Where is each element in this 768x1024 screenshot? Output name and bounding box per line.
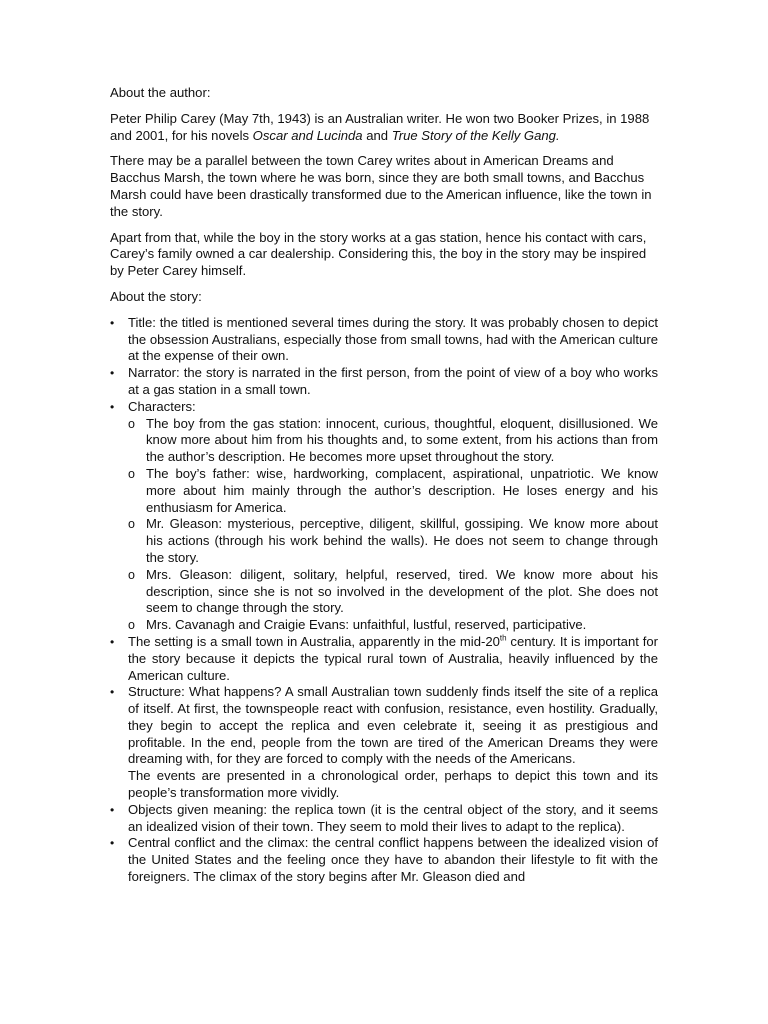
story-heading: About the story: [110,288,202,304]
bullet-objects-text: Objects given meaning: the replica town (it is the central object of the story, and it seems an idealized vision of their town. They seem to mold their lives to adapt to the replica). [128,801,658,834]
bullet-setting-text-b: century. It is important for the story because it depicts the typical rural town of Australia, heavily influenced by the American culture. [128,633,658,683]
author-heading: About the author: [110,85,211,100]
bullet-characters-label: Characters: [128,398,196,414]
bullet-characters [110,399,658,634]
character-item-father [128,466,658,516]
car-dealership-paragraph: Apart from that, while the boy in the story works at a gas station, hence his contact with cars, Carey’s family owned a car dealership. Considering this, the boy in the story may be inspired by Peter Carey himself. [110,229,647,279]
bullet-icon: • [110,836,115,851]
bullet-icon: • [110,366,115,381]
sub-bullet-icon: o [128,416,135,431]
bullet-setting [110,634,658,684]
bullet-title-text: Title: the titled is mentioned several times during the story. It was probably chosen to depict the obsession Australians, especially those from small towns, had with the American culture at the expense of their own. [128,314,658,364]
character-text: The boy’s father: wise, hardworking, complacent, aspirational, unpatriotic. We know more about him mainly through the author’s description. He loses energy and his enthusiasm for America. [146,465,658,515]
bullet-icon: • [110,685,115,700]
character-item-mr-gleason [128,516,658,566]
character-text: Mr. Gleason: mysterious, perceptive, diligent, skillful, gossiping. We know more about his actions (through his work behind the walls). He does not seem to change through the story. [146,516,658,565]
sub-bullet-icon: o [128,618,135,633]
character-item-boy [128,416,658,466]
bullet-setting-text-a: The setting is a small town in Australia, apparently in the mid-20 [128,633,500,649]
superscript-th: th [499,633,507,643]
character-text: Mrs. Cavanagh and Craigie Evans: unfaithful, lustful, reserved, participative. [146,617,587,633]
bullet-structure-text: Structure: What happens? A small Australian town suddenly finds itself the site of a replica of itself. At first, the townspeople react with confusion, resistance, even hostility. Gradually, they begin to accept the replica and even celebrate it, seeing it as prestigious and profitable. In the end, people from the town are tired of the American Dreams they were dreaming with, for they are forced to comply with the needs of the Americans. [128,684,658,767]
document-page [110,85,658,886]
bullet-title [110,315,658,365]
character-text: The boy from the gas station: innocent, curious, thoughtful, eloquent, disillusioned. We know more about him from his thoughts and, to some extent, from his actions than from the author’s description. He becomes more upset throughout the story. [146,415,658,465]
bullet-icon: • [110,802,115,817]
bullet-icon: • [110,634,115,649]
novel-title-oscar-and-lucinda: Oscar and Lucinda [252,127,363,143]
bullet-icon: • [110,315,115,330]
sub-bullet-icon: o [128,517,135,532]
bullet-structure [110,684,658,802]
sub-bullet-icon: o [128,567,135,582]
author-bio-paragraph [110,111,658,145]
story-bullet-list [110,315,658,886]
character-item-cavanagh-evans [128,617,658,634]
character-item-mrs-gleason [128,567,658,617]
bullet-icon: • [110,399,115,414]
bullet-conflict [110,835,658,885]
parallel-paragraph: There may be a parallel between the town Carey writes about in American Dreams and Bacchus Marsh, the town where he was born, since they are both small towns, and Bacchus Marsh could have been drastically transformed due to the American influence, like the town in the story. [110,153,652,219]
sub-bullet-icon: o [128,466,135,481]
author-bio-text: Peter Philip Carey (May 7th, 1943) is an Australian writer. He won two Booker Prizes, in 1988 and 2001, for his novels [110,110,650,143]
bullet-conflict-text: Central conflict and the climax: the central conflict happens between the idealized vision of the United States and the feeling once they have to abandon their lifestyle to fit with the foreigners. The climax of the story begins after Mr. Gleason died and [128,835,658,885]
bullet-structure-continuation: The events are presented in a chronological order, perhaps to depict this town and its people’s transformation more vividly. [128,768,658,801]
bullet-narrator [110,365,658,399]
characters-sublist [128,416,658,634]
bullet-objects [110,802,658,836]
character-text: Mrs. Gleason: diligent, solitary, helpful, reserved, tired. We know more about his description, since she is not so involved in the development of the plot. She does not seem to change through the story. [146,566,658,616]
bullet-narrator-text: Narrator: the story is narrated in the first person, from the point of view of a boy who works at a gas station in a small town. [128,365,658,397]
author-bio-and: and [362,127,392,143]
novel-title-kelly-gang: True Story of the Kelly Gang. [391,127,560,143]
